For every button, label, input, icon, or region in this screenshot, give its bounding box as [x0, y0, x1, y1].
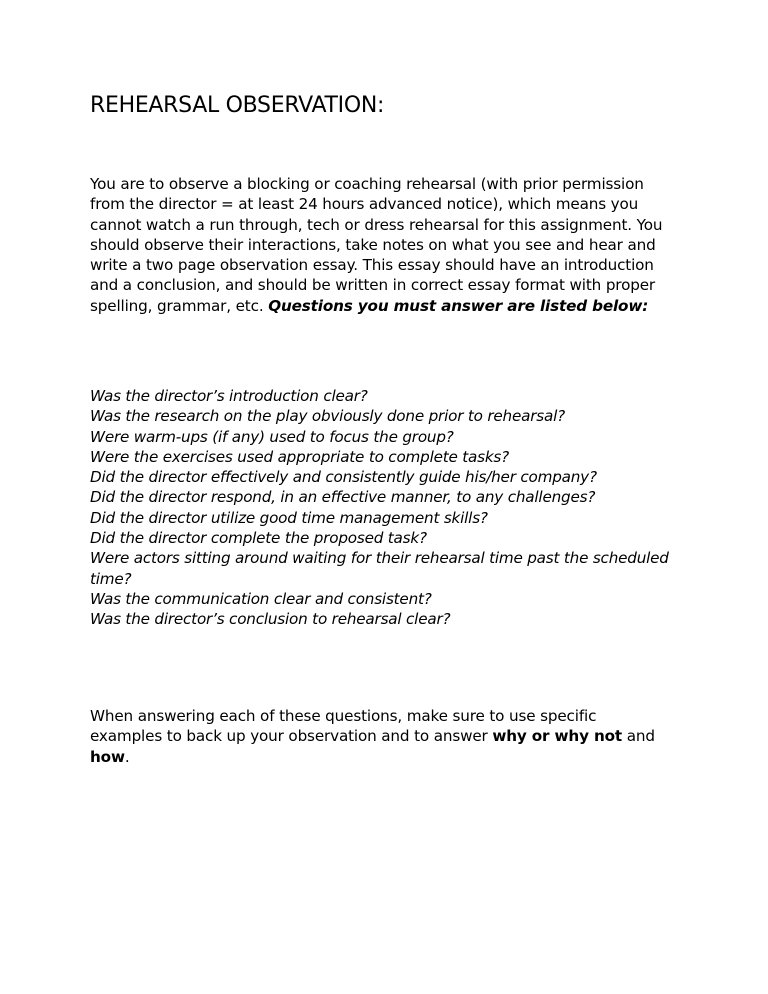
closing-bold-how: how [90, 747, 125, 766]
question-item: Did the director effectively and consistently guide his/her company? [90, 468, 597, 487]
closing-paragraph [90, 706, 670, 767]
closing-bold-why: why or why not [492, 727, 623, 746]
intro-paragraph [90, 174, 670, 316]
question-list [90, 386, 670, 630]
question-item: Did the director utilize good time management skills? [90, 508, 488, 527]
question-item: Was the director’s introduction clear? [90, 387, 368, 405]
question-item: Did the director respond, in an effective manner, to any challenges? [90, 488, 596, 507]
question-item: Were warm-ups (if any) used to focus the group? [90, 427, 454, 446]
closing-text: When answering each of these questions, make sure to use specific examples to back up your observation and to answer [90, 707, 597, 746]
question-item: Was the director’s conclusion to rehearsal clear? [90, 610, 451, 629]
question-item: Was the communication clear and consistent? [90, 589, 432, 608]
question-item: Was the research on the play obviously done prior to rehearsal? [90, 407, 565, 426]
closing-text-and: and [626, 727, 655, 746]
intro-text: You are to observe a blocking or coaching rehearsal (with prior permission from the director = at least 24 hours advanced notice), which means you cannot watch a run through, tech or dress rehearsal for this assignment. You should observe their interactions, take notes on what you see and hear and write a two page observation essay. This essay should have an introduction and a conclusion, and should be written in correct essay format with proper spelling, grammar, etc. [90, 175, 663, 315]
page-title: REHEARSAL OBSERVATION: [90, 93, 385, 118]
question-item: Did the director complete the proposed task? [90, 529, 427, 548]
question-item: Were actors sitting around waiting for their rehearsal time past the scheduled time? [90, 549, 669, 588]
closing-period: . [124, 747, 130, 766]
intro-emphasis: Questions you must answer are listed below: [268, 296, 649, 315]
question-item: Were the exercises used appropriate to complete tasks? [90, 447, 510, 466]
